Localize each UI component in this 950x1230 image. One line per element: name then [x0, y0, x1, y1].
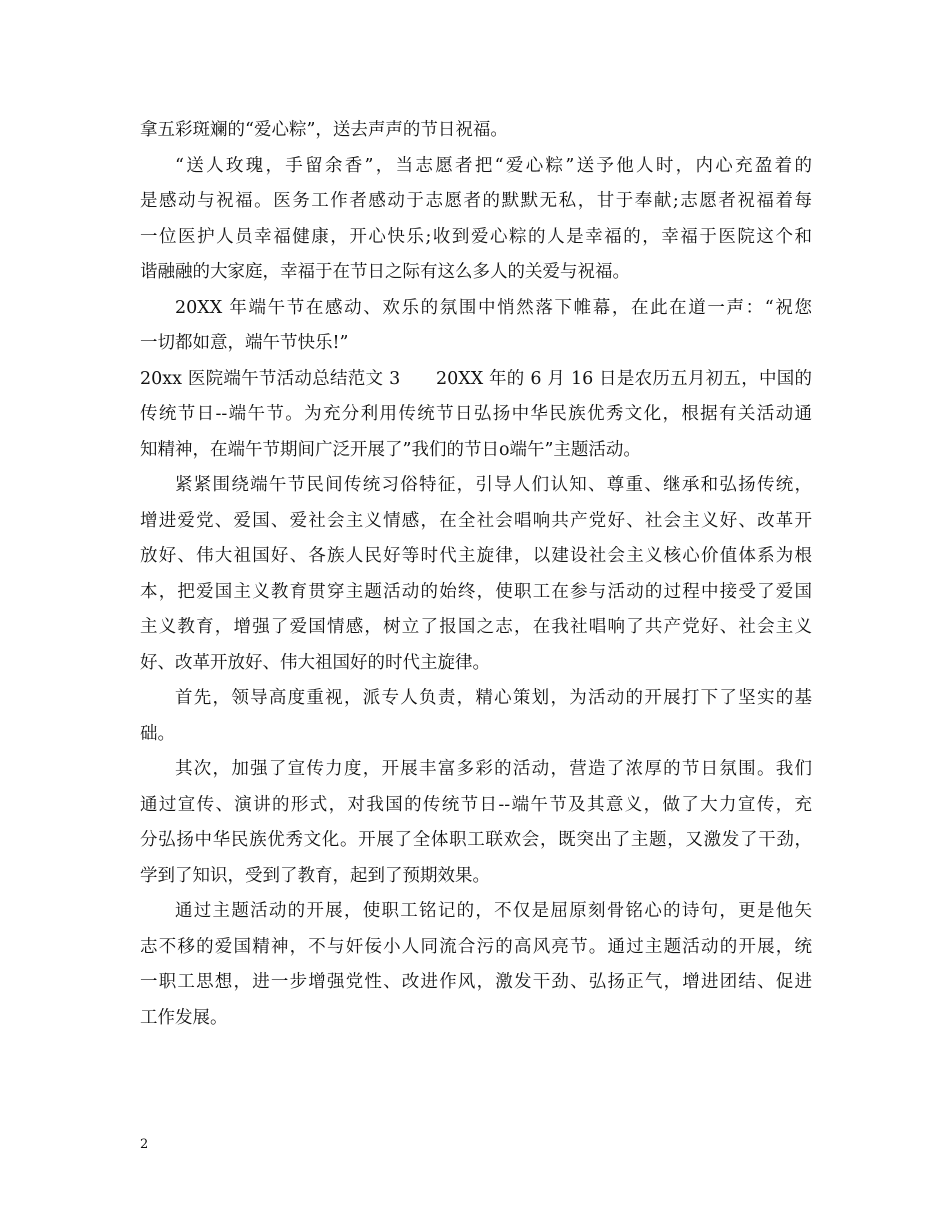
text-line: 主义教育，增强了爱国情感，树立了报国之志，在我社唱响了共产党好、社会主义: [140, 617, 812, 637]
text-line: “送人玫瑰，手留余香”，当志愿者把“爱心粽”送予他人时，内心充盈着的: [175, 155, 812, 176]
text-line: 放好、伟大祖国好、各族人民好等时代主旋律，以建设社会主义核心价值体系为根: [140, 546, 812, 566]
text-line: 首先，领导高度重视，派专人负责，精心策划，为活动的开展打下了坚实的基: [175, 688, 812, 708]
text-line: 分弘扬中华民族优秀文化。开展了全体职工联欢会，既突出了主题，又激发了干劲，: [140, 830, 812, 850]
text-line: 是感动与祝福。医务工作者感动于志愿者的默默无私，甘于奉献;志愿者祝福着每: [140, 191, 812, 211]
text-line: 好、改革开放好、伟大祖国好的时代主旋律。: [140, 652, 490, 673]
text-line: 础。: [140, 723, 175, 744]
text-line: 志不移的爱国精神，不与奸佞小人同流合污的高风亮节。通过主题活动的开展，统: [140, 936, 812, 957]
text-line: 谐融融的大家庭，幸福于在节日之际有这么多人的关爱与祝福。: [140, 262, 630, 282]
text-line: 通过主题活动的开展，使职工铭记的，不仅是屈原刻骨铭心的诗句，更是他矢: [175, 901, 812, 921]
text-line: 20xx 医院端午节活动总结范文 3 20XX 年的 6 月 16 日是农历五月初五，中国的: [140, 368, 812, 389]
text-line: 增进爱党、爱国、爱社会主义情感，在全社会唱响共产党好、社会主义好、改革开: [140, 510, 812, 531]
text-line: 一切都如意，端午节快乐!”: [140, 333, 349, 353]
text-line: 一位医护人员幸福健康，开心快乐;收到爱心粽的人是幸福的，幸福于医院这个和: [140, 226, 812, 247]
text-line: 工作发展。: [140, 1007, 228, 1028]
text-line: 学到了知识，受到了教育，起到了预期效果。: [140, 865, 490, 886]
document-body: [140, 113, 812, 1036]
page-number: 2: [140, 1137, 149, 1152]
text-line: 通过宣传、演讲的形式，对我国的传统节日--端午节及其意义，做了大力宣传，充: [140, 794, 812, 815]
text-line: 拿五彩斑斓的“爱心粽”，送去声声的节日祝福。: [140, 120, 508, 140]
text-line: 一职工思想，进一步增强党性、改进作风，激发干劲、弘扬正气，增进团结、促进: [140, 972, 812, 992]
text-line: 传统节日--端午节。为充分利用传统节日弘扬中华民族优秀文化，根据有关活动通: [140, 404, 812, 424]
text-line: 紧紧围绕端午节民间传统习俗特征，引导人们认知、尊重、继承和弘扬传统，: [175, 475, 812, 495]
text-line: 本，把爱国主义教育贯穿主题活动的始终，使职工在参与活动的过程中接受了爱国: [140, 581, 812, 602]
text-line: 20XX 年端午节在感动、欢乐的氛围中悄然落下帷幕，在此在道一声：“祝您: [175, 297, 812, 318]
text-line: 知精神，在端午节期间广泛开展了”我们的节日ο端午”主题活动。: [140, 439, 641, 460]
text-line: 其次，加强了宣传力度，开展丰富多彩的活动，营造了浓厚的节日氛围。我们: [175, 759, 812, 779]
